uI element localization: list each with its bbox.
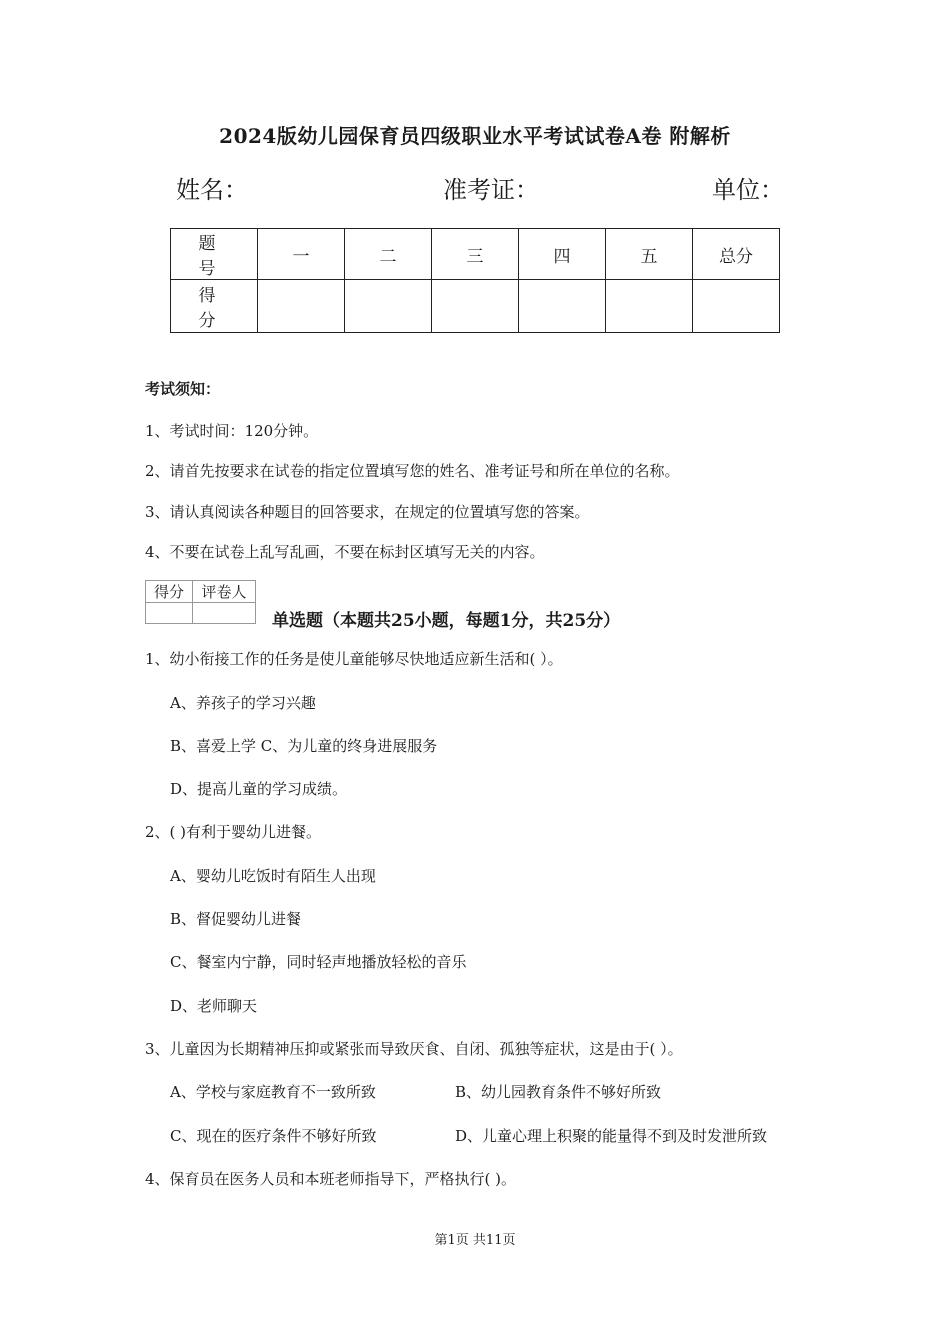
question-1-option-d: D、提高儿童的学习成绩。 bbox=[170, 780, 348, 798]
score-cell-4[interactable] bbox=[519, 280, 606, 333]
question-3-option-d: D、儿童心理上积聚的能量得不到及时发泄所致 bbox=[455, 1127, 768, 1145]
question-1-option-a: A、养孩子的学习兴趣 bbox=[170, 694, 316, 712]
notice-item: 1、考试时间：120分钟。 bbox=[145, 422, 319, 440]
score-table-col-3: 三 bbox=[432, 229, 519, 280]
page-title: 2024版幼儿园保育员四级职业水平考试试卷A卷 附解析 bbox=[219, 124, 731, 148]
score-table-col-4: 四 bbox=[519, 229, 606, 280]
question-1-option-bc: B、喜爱上学 C、为儿童的终身进展服务 bbox=[170, 737, 438, 755]
grader-score-label: 得分 bbox=[146, 581, 193, 603]
score-table-header-label: 题 号 bbox=[171, 229, 258, 280]
score-table-score-label: 得 分 bbox=[171, 280, 258, 333]
score-table bbox=[170, 228, 780, 333]
question-3-option-a: A、学校与家庭教育不一致所致 bbox=[170, 1083, 376, 1101]
question-2-option-d: D、老师聊天 bbox=[170, 997, 258, 1015]
question-2-option-c: C、餐室内宁静，同时轻声地播放轻松的音乐 bbox=[170, 953, 467, 971]
score-table-col-2: 二 bbox=[345, 229, 432, 280]
score-cell-2[interactable] bbox=[345, 280, 432, 333]
notice-item: 3、请认真阅读各种题目的回答要求，在规定的位置填写您的答案。 bbox=[145, 503, 590, 521]
question-2-stem: 2、( )有利于婴幼儿进餐。 bbox=[145, 823, 322, 841]
score-cell-3[interactable] bbox=[432, 280, 519, 333]
question-2-option-b: B、督促婴幼儿进餐 bbox=[170, 910, 302, 928]
grader-table bbox=[145, 580, 256, 624]
question-3-stem: 3、儿童因为长期精神压抑或紧张而导致厌食、自闭、孤独等症状，这是由于( ）。 bbox=[145, 1040, 683, 1058]
unit-label: 单位： bbox=[712, 176, 784, 204]
score-table-col-total: 总分 bbox=[693, 229, 780, 280]
score-cell-1[interactable] bbox=[258, 280, 345, 333]
notice-title: 考试须知： bbox=[145, 380, 221, 398]
score-table-col-5: 五 bbox=[606, 229, 693, 280]
grader-score-cell[interactable] bbox=[146, 603, 193, 624]
score-cell-total[interactable] bbox=[693, 280, 780, 333]
score-table-score-row bbox=[171, 280, 780, 333]
score-table-col-1: 一 bbox=[258, 229, 345, 280]
notice-item: 4、不要在试卷上乱写乱画，不要在标封区填写无关的内容。 bbox=[145, 543, 545, 561]
question-4-stem: 4、保育员在医务人员和本班老师指导下，严格执行( )。 bbox=[145, 1170, 517, 1188]
question-1-stem: 1、幼小衔接工作的任务是使儿童能够尽快地适应新生活和( ）。 bbox=[145, 650, 563, 668]
page-footer: 第1页 共11页 bbox=[434, 1233, 516, 1248]
question-3-option-b: B、幼儿园教育条件不够好所致 bbox=[455, 1083, 662, 1101]
section-title: 单选题（本题共25小题，每题1分，共25分） bbox=[272, 611, 621, 631]
grader-reviewer-cell[interactable] bbox=[193, 603, 256, 624]
question-3-option-c: C、现在的医疗条件不够好所致 bbox=[170, 1127, 377, 1145]
score-table-header-row bbox=[171, 229, 780, 280]
question-2-option-a: A、婴幼儿吃饭时有陌生人出现 bbox=[170, 867, 376, 885]
exam-number-label: 准考证： bbox=[443, 176, 539, 204]
score-cell-5[interactable] bbox=[606, 280, 693, 333]
grader-reviewer-label: 评卷人 bbox=[193, 581, 256, 603]
name-label: 姓名： bbox=[176, 176, 248, 204]
notice-item: 2、请首先按要求在试卷的指定位置填写您的姓名、准考证号和所在单位的名称。 bbox=[145, 462, 680, 480]
